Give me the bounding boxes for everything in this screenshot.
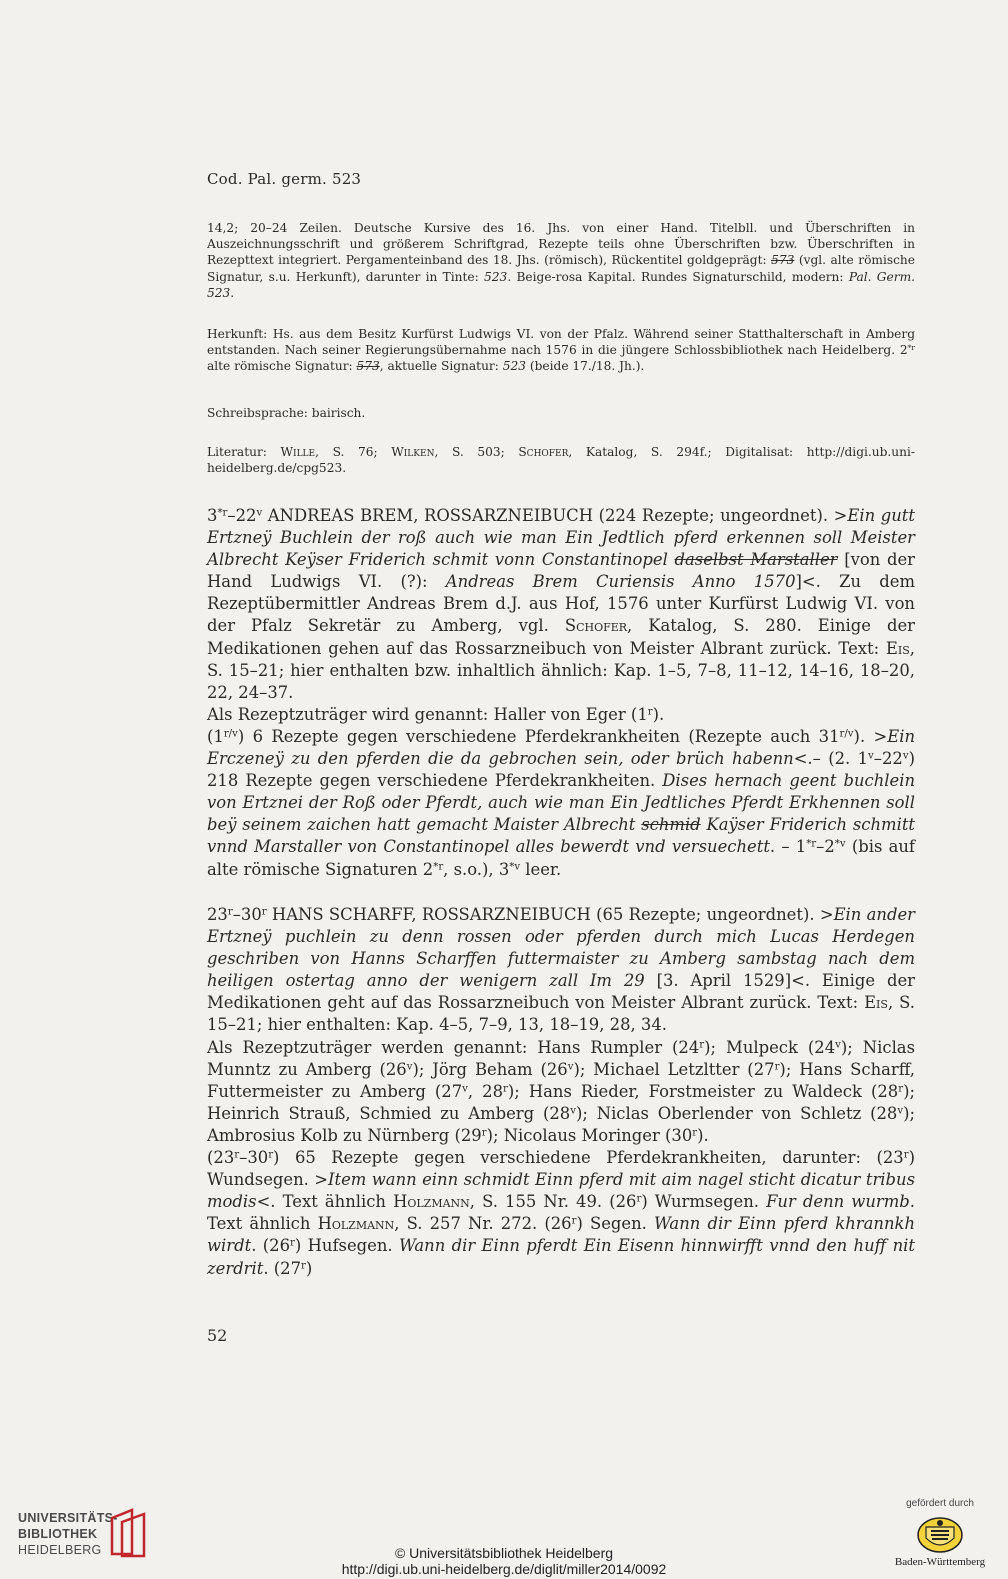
text-run: ) Wundsegen. >: [207, 1148, 915, 1190]
author-name: Wille: [280, 445, 316, 459]
text-run: ) 218 Rezepte gegen verschiedene Pferdekrankheiten.: [207, 749, 915, 791]
italic-text: Ein gutt Ertzneÿ Buchlein der roß auch wie man Ein Jedtlich pferd erkennen soll Meister Albrecht Keÿser Friderich schmit vonn Constantinopel: [207, 506, 915, 570]
text-run: ); Jörg Beham (26: [412, 1059, 568, 1079]
text-run: .: [230, 285, 235, 300]
superscript: r: [268, 1149, 274, 1161]
text-run: alte römische Signatur:: [207, 359, 357, 374]
text-run: –30: [232, 905, 262, 924]
page-number: 52: [207, 1326, 228, 1345]
provenance-paragraph: [207, 326, 915, 375]
text-run: Als Rezeptzuträger werden genannt: Hans Rumpler (24: [207, 1037, 700, 1057]
struck-text: schmid: [641, 815, 701, 835]
entry-paragraph: [207, 1147, 915, 1280]
text-run: ) 6 Rezepte gegen verschiedene Pferdekrankheiten (Rezepte auch 31: [237, 726, 840, 746]
text-run: ); Hans Scharff, Futtermeister zu Amberg (27: [207, 1059, 916, 1101]
superscript: v: [256, 507, 263, 519]
text-run: (vgl. alte römische Signatur, s.u. Herkunft), darunter in Tinte:: [207, 253, 915, 284]
text-run: , Katalog, S. 294f.; Digitalisat: http://digi.ub.uni-heidelberg.de/cpg523.: [207, 445, 916, 476]
literature-note: [207, 444, 915, 476]
superscript: *r: [806, 838, 817, 850]
text-run: –2: [816, 837, 835, 857]
text-run: 3: [207, 506, 218, 525]
text-run: , S. 15–21; hier enthalten bzw. inhaltlich ähnlich: Kap. 1–5, 7–8, 11–12, 14–16, 18–20, 22, 24–37.: [207, 638, 915, 702]
library-name-line: BIBLIOTHEK: [18, 1527, 98, 1541]
text-run: . Text ähnlich: [207, 1192, 915, 1234]
author-name: Eis: [864, 993, 888, 1013]
text-run: . (26: [251, 1236, 291, 1256]
language-paragraph: Schreibsprache: bairisch.: [207, 406, 366, 420]
text-run: –22: [227, 506, 257, 525]
library-name-line: UNIVERSITÄTS-: [18, 1511, 118, 1525]
entry-paragraph: [207, 726, 915, 881]
text-run: ): [305, 1258, 313, 1278]
superscript: v: [897, 1105, 904, 1117]
italic-text: Ein Erczeneÿ zu den pferden die da gebrochen sein, oder brüch habenn: [207, 726, 915, 769]
text-run: (23: [207, 1148, 235, 1168]
text-run: <. Text ähnlich: [256, 1192, 394, 1212]
text-run: [3. April 1529]<. Einige der Medikationen geht auf das Rossarzneibuch von Meister Albrant zurück. Text:: [207, 971, 915, 1013]
text-run: ).: [652, 704, 665, 724]
text-run: ). >: [853, 726, 888, 746]
language-note: [207, 405, 915, 421]
sponsor-label: gefördert durch: [906, 1498, 974, 1509]
superscript: *v: [509, 860, 521, 872]
superscript: r: [903, 1149, 909, 1161]
entry-hans-scharff: [207, 904, 915, 1280]
text-run: Als Rezeptzuträger wird genannt: Haller von Eger (1: [207, 704, 648, 724]
text-run: , 28: [467, 1081, 504, 1101]
author-name: Holzmann: [317, 1214, 395, 1234]
italic-text: Pal. Germ. 523: [207, 269, 916, 300]
text-run: ); Michael Letzltter (27: [573, 1059, 775, 1079]
superscript: r: [636, 1193, 642, 1205]
superscript: r: [290, 1237, 295, 1249]
text-run: . (27: [263, 1258, 301, 1278]
superscript: *r: [433, 860, 444, 872]
superscript: v: [570, 1105, 576, 1117]
superscript: r: [234, 1149, 240, 1161]
superscript: v: [567, 1061, 574, 1073]
superscript: r: [261, 906, 267, 918]
superscript: r: [571, 1215, 577, 1227]
text-run: , S. 155 Nr. 49. (26: [469, 1192, 637, 1212]
italic-text: Fur denn wurmb: [766, 1192, 910, 1212]
entry-paragraph: [207, 904, 915, 1037]
struck-text: 573: [771, 253, 795, 268]
text-run: ) Wurmsegen.: [641, 1192, 767, 1212]
superscript: r: [481, 1127, 487, 1139]
superscript: r: [503, 1083, 508, 1095]
text-run: –22: [873, 749, 903, 769]
superscript: *r: [907, 343, 915, 353]
copyright-notice: © Universitätsbibliothek Heidelberg: [394, 1545, 614, 1561]
library-name-line: HEIDELBERG: [18, 1543, 102, 1557]
italic-text: Wann dir Einn pferd khrannkh wirdt: [207, 1214, 916, 1256]
text-run: (1: [207, 726, 224, 746]
text-run: Herkunft: Hs. aus dem Besitz Kurfürst Ludwigs VI. von der Pfalz. Während seiner Statthalterschaft in Amberg entstanden. Nach seiner Regierungsübernahme nach 1576 in die jüngere Schlossbibliothek nach Heidelberg. 2: [207, 327, 915, 358]
provenance-note: [207, 326, 915, 375]
text-run: , s.o.), 3: [443, 859, 510, 879]
italic-text: Kaÿser Friderich schmitt vnnd Marstaller von Constantinopel alles bewerdt vnd versuechett: [207, 815, 915, 857]
entry-paragraph: [207, 704, 915, 726]
italic-text: Andreas Brem Curiensis Anno 1570: [445, 572, 796, 592]
text-run: , S. 76;: [315, 445, 392, 459]
text-run: ).: [697, 1125, 709, 1145]
text-run: , S. 257 Nr. 272. (26: [394, 1214, 572, 1234]
text-run: –30: [239, 1148, 269, 1168]
text-run: , S. 15–21; hier enthalten: Kap. 4–5, 7–9, 13, 18–19, 28, 34.: [207, 993, 915, 1035]
entry-paragraph: [207, 1037, 915, 1147]
text-run: (bis auf alte römische Signaturen 2: [207, 837, 915, 879]
text-run: , S. 503;: [434, 445, 519, 459]
manuscript-description: [207, 220, 915, 301]
text-run: ) 65 Rezepte gegen verschiedene Pferdekrankheiten, darunter: (23: [273, 1148, 904, 1168]
struck-text: 573: [356, 359, 380, 374]
superscript: r: [301, 1259, 306, 1271]
description-paragraph: [207, 220, 915, 301]
text-run: HANS SCHARFF, ROSSARZNEIBUCH (65 Rezepte; ungeordnet). >: [266, 905, 834, 924]
author-name: Holzmann: [393, 1192, 470, 1212]
text-run: . – 1: [769, 837, 807, 857]
struck-text: daselbst Marstaller: [674, 550, 838, 570]
text-run: ); Hans Rieder, Forstmeister zu Waldeck (28: [507, 1081, 899, 1101]
superscript: v: [868, 750, 874, 762]
text-run: , aktuelle Signatur:: [379, 359, 503, 374]
text-run: ); Niclas Munntz zu Amberg (26: [207, 1037, 915, 1079]
text-run: leer.: [520, 859, 562, 879]
permalink-url[interactable]: http://digi.ub.uni-heidelberg.de/diglit/miller2014/0092: [341, 1561, 667, 1577]
text-run: (beide 17./18. Jh.).: [526, 359, 645, 374]
text-run: ); Nicolaus Moringer (30: [486, 1125, 693, 1145]
superscript: r: [699, 1038, 705, 1050]
superscript: r: [692, 1127, 698, 1139]
footer: [0, 1490, 1008, 1579]
text-run: ); Mulpeck (24: [704, 1037, 836, 1057]
superscript: r: [647, 706, 653, 718]
superscript: r/v: [223, 728, 238, 740]
italic-text: Ein ander Ertzneÿ puchlein zu denn rossen oder pferden durch mich Lucas Herdegen geschriben von Hanns Scharffen futtermaister zu Amberg sambstag nach dem heiligen ostertag anno der wenigern zall Im 29: [207, 905, 915, 991]
text-run: ); Niclas Oberlender von Schletz (28: [575, 1103, 898, 1123]
superscript: r: [227, 906, 233, 918]
author-name: Schofer: [564, 616, 628, 636]
text-run: , Katalog, S. 280. Einige der Medikationen gehen auf das Rossarzneibuch von Meister Albrant zurück. Text:: [207, 616, 915, 658]
state-crest-icon: [916, 1516, 964, 1554]
superscript: r: [898, 1083, 904, 1095]
superscript: r/v: [839, 728, 854, 740]
superscript: r: [774, 1061, 780, 1073]
italic-text: Item wann einn schmidt Einn pferd mit aim nagel sticht dicatur tribus modis: [207, 1170, 915, 1212]
text-run: Literatur:: [207, 445, 281, 459]
superscript: v: [462, 1083, 468, 1095]
text-run: ) Segen.: [576, 1214, 655, 1234]
italic-text: Dises hernach geent buchlein von Ertznei der Roß oder Pferdt, auch wie man Ein Jedtliches Pferdt Erkhennen soll beÿ seinem zaichen hatt gemacht Maister Albrecht: [207, 771, 915, 835]
text-run: ); Ambrosius Kolb zu Nürnberg (29: [207, 1103, 915, 1145]
superscript: *r: [217, 507, 228, 519]
superscript: *v: [834, 838, 846, 850]
superscript: v: [406, 1061, 413, 1073]
sponsor-state: Baden-Württemberg: [894, 1556, 986, 1568]
superscript: v: [902, 750, 909, 762]
entry-andreas-brem: [207, 505, 915, 881]
text-run: ANDREAS BREM, ROSSARZNEIBUCH (224 Rezepte; ungeordnet). >: [262, 506, 848, 525]
text-run: ) Hufsegen.: [294, 1236, 399, 1256]
author-name: Eis: [885, 638, 910, 658]
author-name: Schofer: [518, 445, 569, 459]
italic-text: 523: [502, 359, 526, 374]
author-name: Wilken: [391, 445, 435, 459]
entry-paragraph: [207, 505, 915, 704]
text-run: 14,2; 20–24 Zeilen. Deutsche Kursive des 16. Jhs. von einer Hand. Titelbll. und Überschriften in Auszeichnungsschrift und größerem Schriftgrad, Rezepte teils ohne Überschriften bzw. Überschriften in Rezepttext integriert. Pergamenteinband des 18. Jhs. (römisch), Rückentitel goldgeprägt:: [207, 221, 915, 268]
italic-text: 523: [484, 269, 508, 284]
text-run: ]<. Zu dem Rezeptübermittler Andreas Brem d.J. aus Hof, 1576 unter Kurfürst Ludwig VI. von der Pfalz Sekretär zu Amberg, vgl.: [207, 572, 915, 636]
italic-text: Wann dir Einn pferdt Ein Eisenn hinnwirfft vnnd den huff nit zerdrit: [207, 1236, 916, 1278]
text-run: . Beige-rosa Kapital. Rundes Signaturschild, modern:: [507, 269, 849, 284]
text-run: <.– (2. 1: [793, 749, 869, 769]
text-run: 23: [207, 905, 228, 924]
sponsor-block: [880, 1498, 1000, 1578]
running-head: Cod. Pal. germ. 523: [207, 170, 362, 188]
text-run: ); Heinrich Strauß, Schmied zu Amberg (28: [207, 1081, 915, 1123]
literature-paragraph: [207, 444, 915, 476]
text-run: [von der Hand Ludwigs VI. (?):: [207, 550, 915, 592]
superscript: v: [835, 1038, 841, 1050]
